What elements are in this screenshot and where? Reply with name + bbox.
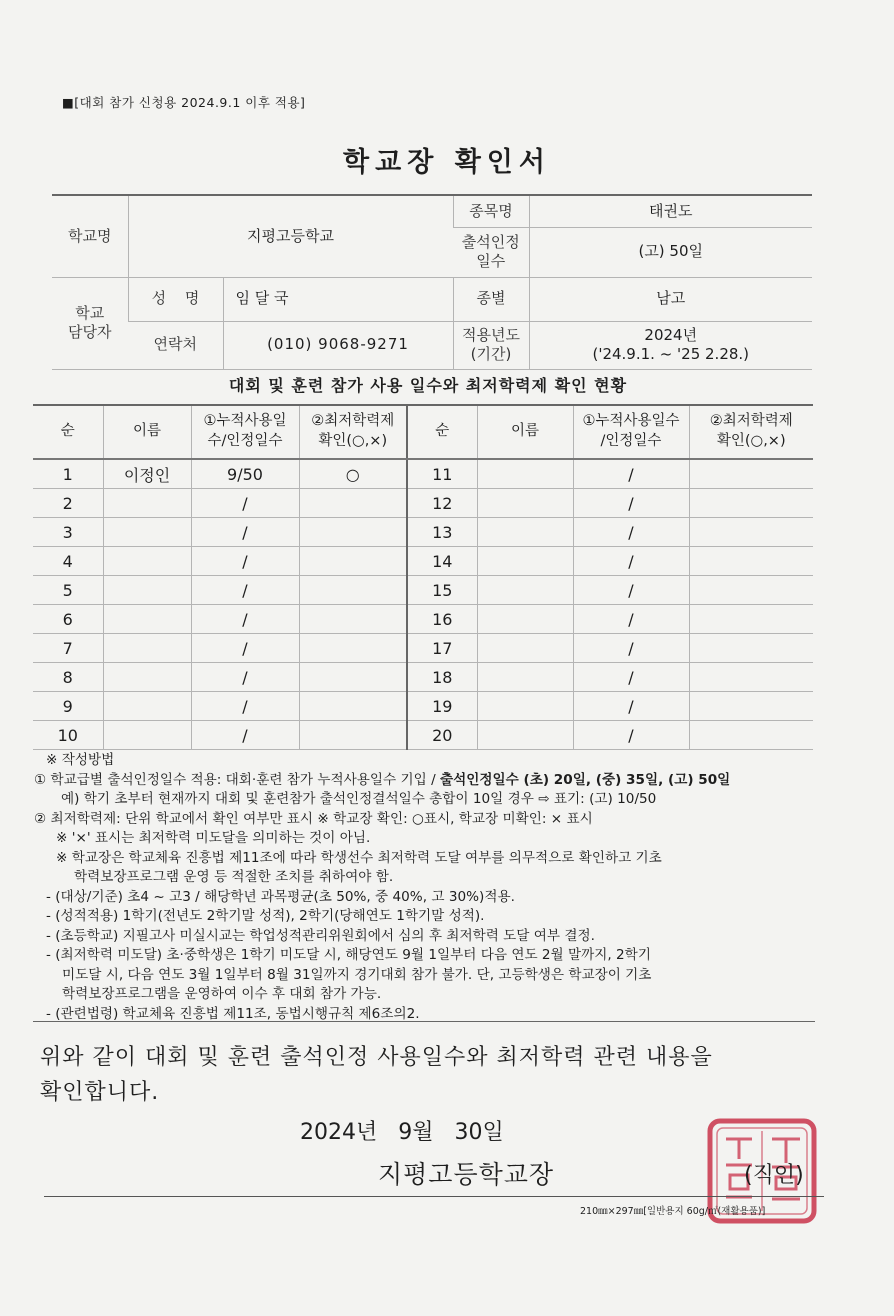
row-grade-right [689, 663, 813, 692]
header-name: 이름 [103, 405, 191, 459]
participation-table [33, 404, 813, 750]
row-name [103, 576, 191, 605]
row-grade-right [689, 459, 813, 489]
row-name-right [477, 634, 573, 663]
info-table [52, 194, 812, 370]
header-days: ①누적사용일 수/인정일수 [191, 405, 299, 459]
table-row [33, 576, 813, 605]
row-no: 10 [33, 721, 103, 750]
applicability-note: ■[대회 참가 신청용 2024.9.1 이후 적용] [62, 95, 306, 110]
instruction-item-2-note-2-cont: 학력보장프로그램 운영 등 적절한 조치를 취하여야 함. [74, 869, 394, 885]
header-days-right: ①누적사용일수 /인정일수 [573, 405, 689, 459]
row-grade-right [689, 692, 813, 721]
row-name [103, 547, 191, 576]
attendance-days-label: 출석인정 일수 [453, 227, 529, 277]
row-days: 9/50 [191, 459, 299, 489]
manager-name-value: 임 달 국 [223, 277, 453, 321]
row-name: 이정인 [103, 459, 191, 489]
row-no: 6 [33, 605, 103, 634]
row-name-right [477, 721, 573, 750]
row-days-right: / [573, 489, 689, 518]
row-grade: ○ [299, 459, 407, 489]
seal-label: (직인) [744, 1163, 804, 1188]
contact-label: 연락처 [128, 321, 223, 369]
header-no-right: 순 [407, 405, 477, 459]
row-no: 5 [33, 576, 103, 605]
row-no-right: 18 [407, 663, 477, 692]
row-name [103, 605, 191, 634]
header-name-right: 이름 [477, 405, 573, 459]
row-name [103, 518, 191, 547]
detail-elementary: - (초등학교) 지필고사 미실시교는 학업성적관리위원회에서 심의 후 최저학력 도달 여부 결정. [46, 927, 595, 944]
row-days-right: / [573, 721, 689, 750]
table-row [33, 518, 813, 547]
row-grade-right [689, 576, 813, 605]
table-header-row [33, 405, 813, 459]
row-no-right: 14 [407, 547, 477, 576]
row-grade [299, 576, 407, 605]
period-value: 2024년 ('24.9.1. ~ '25 2.28.) [529, 321, 812, 369]
row-days-right: / [573, 605, 689, 634]
row-grade [299, 663, 407, 692]
row-name-right [477, 663, 573, 692]
row-grade [299, 547, 407, 576]
row-days: / [191, 605, 299, 634]
detail-not-met-cont-2: 학력보장프로그램을 운영하여 이수 후 대회 참가 가능. [62, 986, 382, 1002]
principal-signature: 지평고등학교장 [378, 1160, 555, 1189]
instructions [34, 751, 824, 1024]
school-name-value: 지평고등학교 [128, 195, 453, 277]
row-no: 1 [33, 459, 103, 489]
row-name [103, 634, 191, 663]
notes-divider [33, 1021, 815, 1022]
row-days-right: / [573, 547, 689, 576]
row-days-right: / [573, 518, 689, 547]
row-name [103, 663, 191, 692]
manager-name-label: 성 명 [128, 277, 223, 321]
instruction-item-2-note-2: ※ 학교장은 학교체육 진흥법 제11조에 따라 학생선수 최저학력 도달 여부를 의무적으로 확인하고 기초 [56, 849, 662, 866]
row-name-right [477, 605, 573, 634]
row-grade-right [689, 721, 813, 750]
row-no-right: 20 [407, 721, 477, 750]
row-no-right: 15 [407, 576, 477, 605]
sport-value: 태권도 [529, 195, 812, 227]
row-days: / [191, 663, 299, 692]
row-no: 4 [33, 547, 103, 576]
detail-not-met-cont-1: 미도달 시, 다음 연도 3월 1일부터 8월 31일까지 경기대회 참가 불가. 단, 고등학생은 학교장이 기초 [62, 966, 652, 983]
row-days: / [191, 576, 299, 605]
row-name-right [477, 459, 573, 489]
detail-not-met: - (최저학력 미도달) 초·중학생은 1학기 미도달 시, 해당연도 9월 1일부터 다음 연도 2월 말까지, 2학기 [46, 947, 651, 963]
header-grade-right: ②최저학력제 확인(○,×) [689, 405, 813, 459]
row-days: / [191, 547, 299, 576]
instruction-item-2: ② 최저학력제: 단위 학교에서 확인 여부만 표시 ※ 학교장 확인: ○표시, 학교장 미확인: × 표시 [34, 810, 593, 827]
row-grade-right [689, 605, 813, 634]
instructions-heading: ※ 작성방법 [46, 752, 115, 768]
school-name-label: 학교명 [52, 195, 128, 277]
row-no-right: 19 [407, 692, 477, 721]
row-name-right [477, 692, 573, 721]
row-no-right: 11 [407, 459, 477, 489]
row-days-right: / [573, 692, 689, 721]
row-name-right [477, 518, 573, 547]
signature-date: 2024년 9월 30일 [300, 1120, 504, 1145]
row-no-right: 13 [407, 518, 477, 547]
table-row [33, 663, 813, 692]
row-no: 7 [33, 634, 103, 663]
table-row [33, 721, 813, 750]
table-row [33, 489, 813, 518]
detail-grades: - (성적적용) 1학기(전년도 2학기말 성적), 2학기(당해연도 1학기말 성적). [46, 908, 485, 924]
table-row [33, 634, 813, 663]
row-no: 9 [33, 692, 103, 721]
row-name-right [477, 576, 573, 605]
row-days-right: / [573, 576, 689, 605]
row-grade [299, 634, 407, 663]
table-body [33, 459, 813, 750]
header-no: 순 [33, 405, 103, 459]
attendance-days-value: (고) 50일 [529, 227, 812, 277]
document-title: 학교장 확인서 [343, 147, 551, 178]
row-days-right: / [573, 459, 689, 489]
row-grade [299, 489, 407, 518]
row-no: 3 [33, 518, 103, 547]
table-row [33, 605, 813, 634]
row-days: / [191, 721, 299, 750]
row-name [103, 721, 191, 750]
row-grade-right [689, 547, 813, 576]
row-grade [299, 518, 407, 547]
gender-label: 종별 [453, 277, 529, 321]
row-grade [299, 692, 407, 721]
row-days-right: / [573, 663, 689, 692]
paper-spec: 210㎜×297㎜[일반용지 60g/㎡(재활용품)] [580, 1206, 766, 1217]
row-days-right: / [573, 634, 689, 663]
row-name [103, 489, 191, 518]
row-name-right [477, 547, 573, 576]
row-days: / [191, 489, 299, 518]
gender-value: 남고 [529, 277, 812, 321]
confirmation-statement: 위와 같이 대회 및 훈련 출석인정 사용일수와 최저학력 관련 내용을 확인합니다. [40, 1045, 713, 1105]
row-days: / [191, 692, 299, 721]
row-days: / [191, 518, 299, 547]
sport-label: 종목명 [453, 195, 529, 227]
period-label: 적용년도 (기간) [453, 321, 529, 369]
table-row [33, 459, 813, 489]
row-grade [299, 721, 407, 750]
row-days: / [191, 634, 299, 663]
row-no: 2 [33, 489, 103, 518]
header-grade: ②최저학력제 확인(○,×) [299, 405, 407, 459]
row-grade-right [689, 489, 813, 518]
detail-laws: - (관련법령) 학교체육 진흥법 제11조, 동법시행규칙 제6조의2. [46, 1005, 420, 1022]
row-no-right: 12 [407, 489, 477, 518]
instruction-item-1: ① 학교급별 출석인정일수 적용: 대회·훈련 참가 누적사용일수 기입 / 출석인정일수 (초) 20일, (중) 35일, (고) 50일 [34, 771, 731, 788]
status-table-title: 대회 및 훈련 참가 사용 일수와 최저학력제 확인 현황 [228, 376, 628, 395]
contact-value: (010) 9068-9271 [223, 321, 453, 369]
row-name-right [477, 489, 573, 518]
detail-target: - (대상/기준) 초4 ~ 고3 / 해당학년 과목평균(초 50%, 중 40%, 고 30%)적용. [46, 888, 515, 905]
school-manager-label: 학교 담당자 [52, 277, 128, 369]
row-grade-right [689, 518, 813, 547]
footer-divider [44, 1196, 824, 1197]
row-no-right: 17 [407, 634, 477, 663]
instruction-item-2-note-1: ※ '×' 표시는 최저학력 미도달을 의미하는 것이 아님. [56, 830, 371, 846]
row-no: 8 [33, 663, 103, 692]
row-grade-right [689, 634, 813, 663]
table-row [33, 547, 813, 576]
instruction-item-1-example: 예) 학기 초부터 현재까지 대회 및 훈련참가 출석인정결석일수 총합이 10일 경우 ⇨ 표기: (고) 10/50 [61, 791, 657, 807]
row-name [103, 692, 191, 721]
table-row [33, 692, 813, 721]
row-grade [299, 605, 407, 634]
row-no-right: 16 [407, 605, 477, 634]
